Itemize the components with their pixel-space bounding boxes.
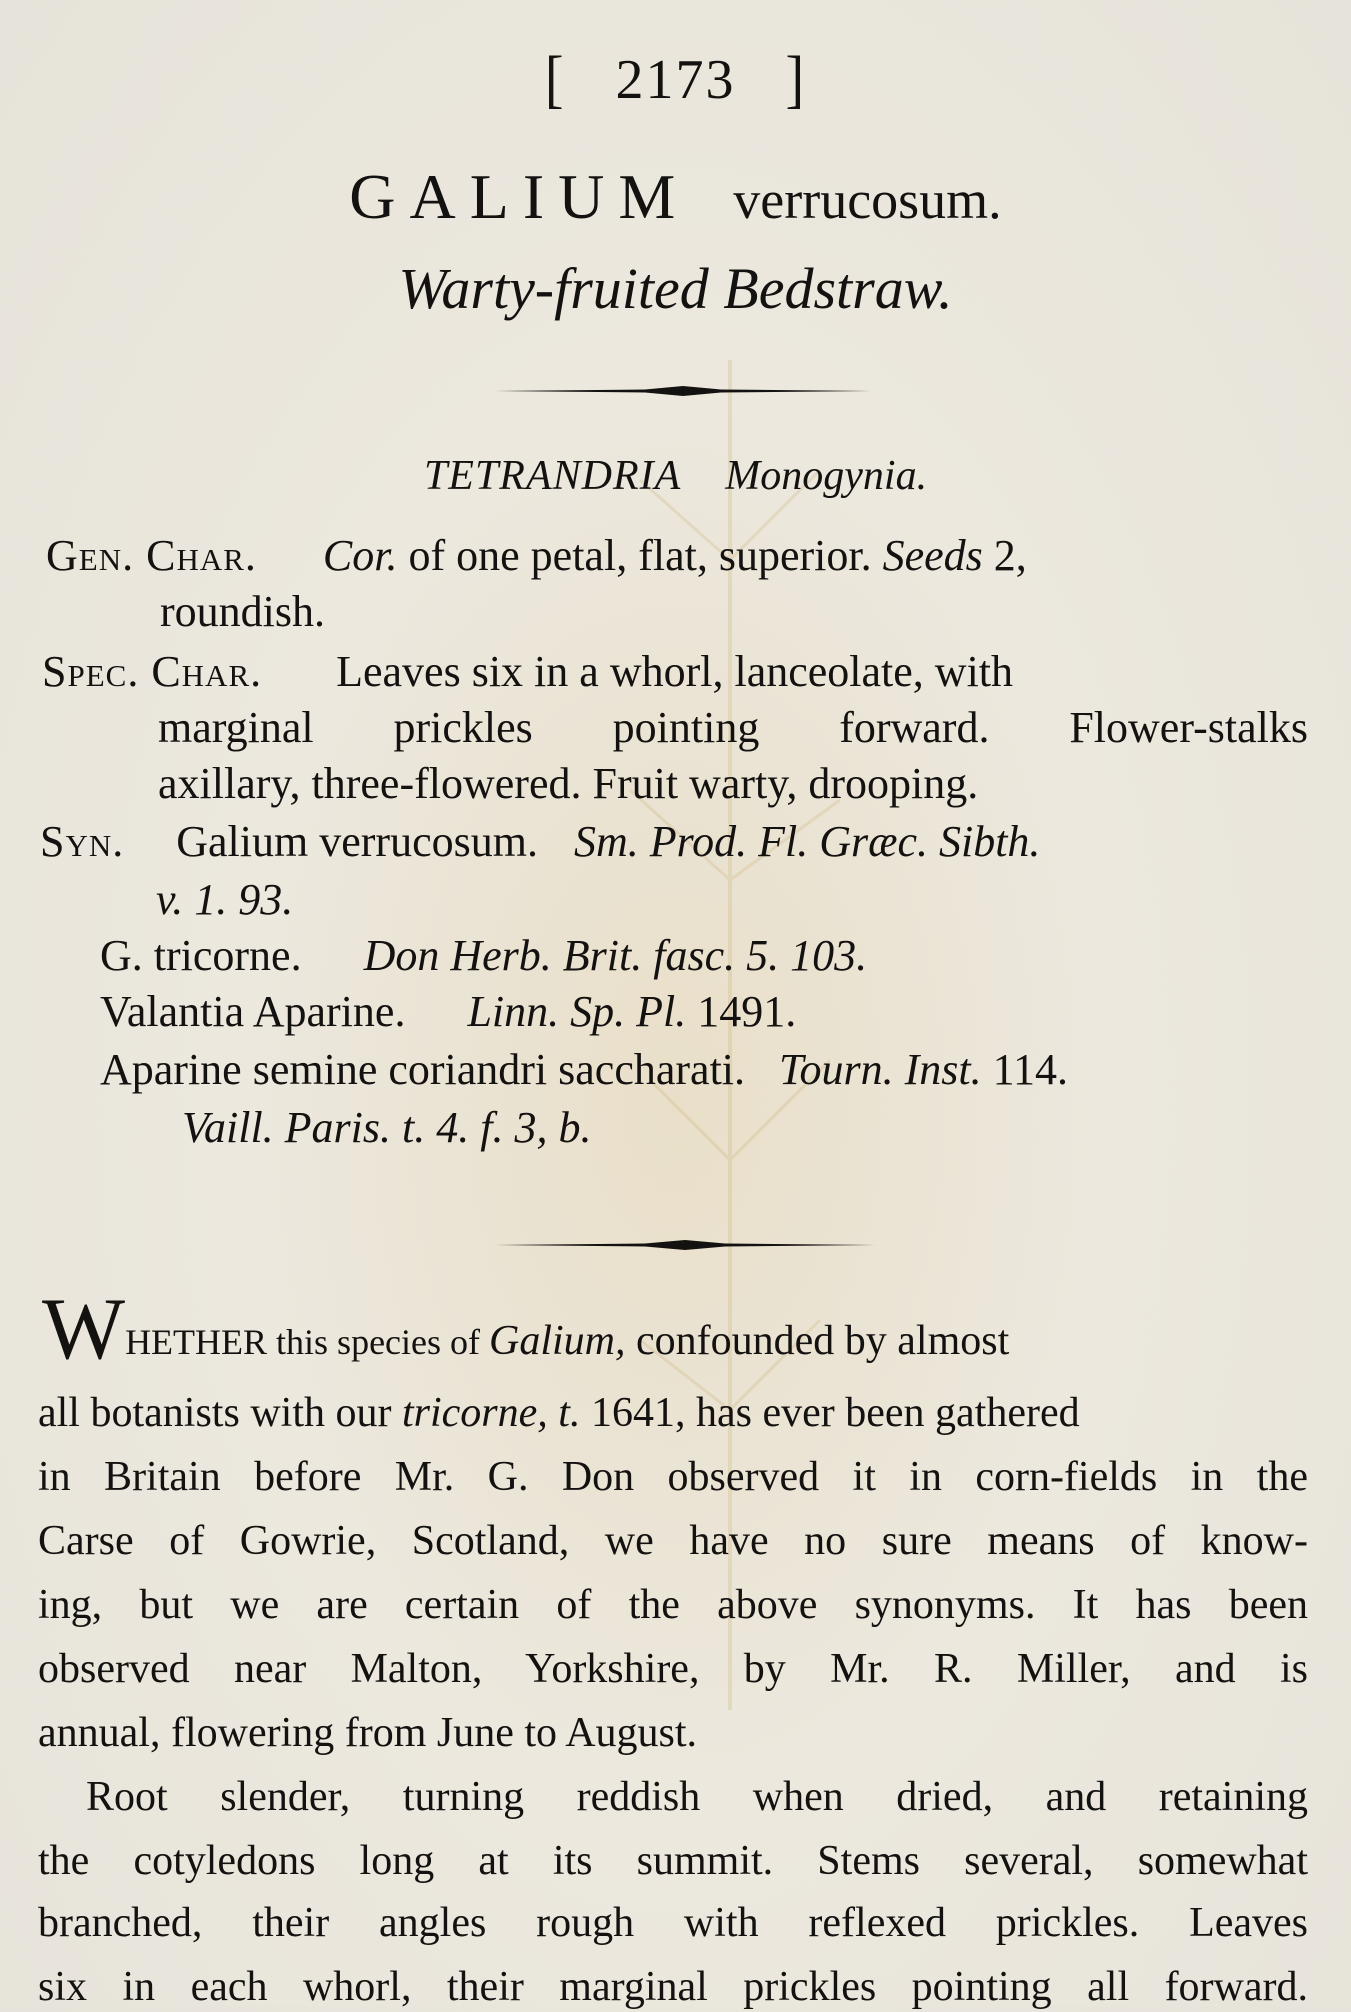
synonym-name: G. tricorne. [100,931,302,980]
gen-char-text: 2, [982,531,1027,580]
body-paragraph-1-line-7: annual, flowering from June to August. [38,1710,698,1756]
gen-char-text: of one petal, flat, superior. [397,531,883,580]
synonym-2 [100,928,867,984]
ornamental-rule-bottom [495,1240,875,1250]
gen-char-text: Cor. [322,531,398,580]
body-paragraph-1-line-6: observed near Malton, Yorkshire, by Mr. R. Miller, and is [38,1646,1308,1692]
body-paragraph-1-line-2 [38,1388,1308,1438]
body-text: tricorne, t. [401,1390,581,1436]
specific-character-line-1 [42,644,1308,700]
body-paragraph-1-line-3: in Britain before Mr. G. Don observed it in corn-fields in the [38,1454,1308,1500]
synonym-page: 114. [981,1045,1068,1094]
synonym-reference: Tourn. Inst. [779,1045,982,1094]
synonym-4-continued: Vaill. Paris. t. 4. f. 3, b. [182,1103,592,1152]
common-name: Warty-fruited Bedstraw. [398,256,953,321]
genus-name: GALIUM [349,161,690,232]
body-paragraph-2-line-1: Root slender, turning reddish when dried, and retaining [86,1774,1308,1820]
syn-label: Syn. [40,817,125,866]
synonym-3 [100,984,796,1040]
body-text: 1641, has ever been gathered [580,1390,1080,1436]
specific-character-line-2: marginal prickles pointing forward. Flower-stalks [158,703,1308,752]
bracket-right: ] [785,44,807,116]
body-paragraph-2-line-4: six in each whorl, their marginal prickles pointing all forward. [38,1964,1308,2010]
linnaean-order: Monogynia. [725,453,928,499]
linnaean-class: TETRANDRIA [423,453,682,499]
body-paragraph-2-line-3: branched, their angles rough with reflexed prickles. Leaves [38,1900,1308,1946]
species-epithet: verrucosum. [733,170,1002,230]
specific-character-line-3: axillary, three-flowered. Fruit warty, drooping. [158,759,979,808]
body-text: all botanists with our [38,1390,402,1436]
body-paragraph-1-line-4: Carse of Gowrie, Scotland, we have no sure means of know- [38,1518,1308,1564]
spec-char-text: Leaves six in a whorl, lanceolate, with [336,647,1014,696]
synonym-4 [100,1042,1068,1098]
body-paragraph-1-line-1 [42,1281,1308,1378]
bracket-left: [ [544,44,566,116]
body-text: confounded by almost [625,1318,1010,1364]
species-title [0,160,1351,234]
linnaean-classification [0,452,1351,500]
spec-char-label: Spec. Char. [42,647,263,696]
body-text: HETHER this species of [125,1322,489,1362]
body-paragraph-1-line-5: ing, but we are certain of the above synonyms. It has been [38,1582,1308,1628]
ornamental-rule-top [495,386,871,396]
synonym-page: 1491. [686,987,797,1036]
synonym-name: Valantia Aparine. [100,987,406,1036]
synonym-reference: Sm. Prod. Fl. Græc. Sibth. [573,817,1041,866]
gen-char-label: Gen. Char. [46,531,257,580]
gen-char-text: Seeds [882,531,983,580]
synonym-name: Aparine semine coriandri saccharati. [100,1045,746,1094]
synonym-name: Galium verrucosum. [176,817,538,866]
drop-cap: W [42,1281,126,1378]
body-text: Galium, [489,1318,626,1364]
generic-character-line-2: roundish. [160,587,325,636]
synonym-reference: Linn. Sp. Pl. [467,987,687,1036]
synonym-1-continued: v. 1. 93. [156,875,294,924]
synonym-1 [40,814,1040,870]
body-paragraph-2-line-2: the cotyledons long at its summit. Stems several, somewhat [38,1838,1308,1884]
plate-number-header [0,44,1351,116]
synonym-reference: Don Herb. Brit. fasc. 5. 103. [363,931,868,980]
plate-number: 2173 [615,49,736,111]
generic-character-line-1 [46,528,1027,584]
